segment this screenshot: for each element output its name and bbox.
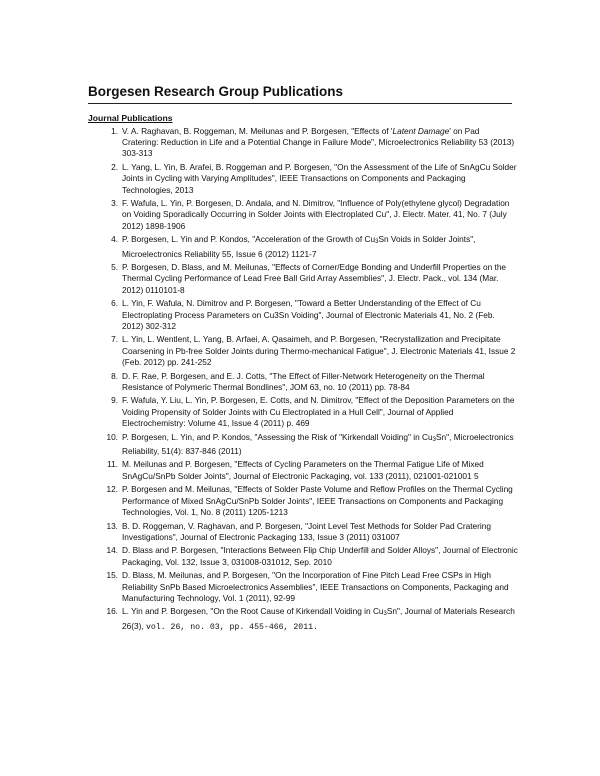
publication-citation: [122, 570, 518, 604]
publication-number: 1.: [111, 126, 118, 136]
citation-subscript: 3: [383, 611, 387, 618]
publication-citation: [122, 162, 518, 196]
citation-text: D. F. Rae, P. Borgesen, and E. J. Cotts, "The Effect of Filler-Network Heterogeneity on the Thermal Resistance of Polymeric Thermal Bondlines", JOM 63, no. 10 (2011) pp. 78-84: [122, 370, 485, 392]
citation-text: P. Borgesen and M. Meilunas, "Effects of Solder Paste Volume and Reflow Profiles on the Thermal Cycling Performance of Mixed SnAgCu/SnPb Solder Joints", IEEE Transactions on Components and Packaging Technologies, Vol. 1, No. 8 (2011) 1205-1213: [122, 484, 513, 517]
publication-number: 3.: [111, 198, 118, 209]
publication-citation: [122, 459, 518, 481]
publication-item: [88, 606, 518, 632]
publication-item: [88, 198, 518, 232]
citation-text-end: Sn Voids in Solder Joints", Microelectronics Reliability 55, Issue 6 (2012) 1121-7: [122, 234, 476, 259]
citation-text-end: ' on Pad Cratering: Reduction in Life and a Potential Change in Failure Mode", Microelectronics Reliability 53 (2013) 303-313: [122, 126, 515, 159]
publication-number: 11.: [107, 459, 118, 470]
publication-item: [88, 162, 518, 196]
publication-number: 5.: [111, 262, 118, 273]
citation-text-start: L. Yin and P. Borgesen, "On the Root Cause of Kirkendall Voiding in Cu: [122, 606, 384, 617]
publication-citation: [122, 545, 518, 567]
publication-number: 4.: [111, 234, 118, 245]
citation-text-start: P. Borgesen, L. Yin, and P. Kondos, "Assessing the Risk of "Kirkendall Voiding" in Cu: [122, 431, 433, 442]
publication-number: 15.: [106, 570, 118, 581]
citation-text-start: V. A. Raghavan, B. Roggeman, M. Meilunas and P. Borgesen, "Effects of ': [122, 126, 393, 136]
publication-item: [88, 521, 518, 543]
citation-volume-info: vol. 26, no. 03, pp. 455-466, 2011.: [145, 622, 318, 632]
publication-item: [88, 234, 518, 259]
publication-citation: [122, 334, 518, 368]
publication-citation: [122, 298, 518, 332]
publication-number: 10.: [106, 431, 118, 442]
section-title-journal-publications: Journal Publications: [88, 113, 173, 123]
publication-number: 14.: [106, 545, 118, 556]
publication-number: 2.: [111, 162, 118, 173]
publication-item: [88, 545, 518, 567]
publication-item: [88, 459, 518, 481]
citation-text: L. Yin, L. Wentlent, L. Yang, B. Arfaei, A. Qasaimeh, and P. Borgesen, "Recrystallization and Precipitate Coarsening in Pb-free Solder Joints during Thermo-mechanical Fatigue", J. Electronic Materials 41, Issue 2 (Feb. 2012) pp. 241-252: [122, 334, 516, 367]
publication-item: [88, 126, 518, 160]
publication-number: 9.: [111, 395, 118, 406]
publication-number: 16.: [106, 606, 118, 617]
publication-item: [88, 334, 518, 368]
publication-citation: [122, 395, 518, 429]
publication-item: [88, 262, 518, 296]
publication-citation: [122, 521, 518, 543]
publication-citation: [122, 371, 518, 393]
citation-text: P. Borgesen, D. Blass, and M. Meilunas, "Effects of Corner/Edge Bonding and Underfill Properties on the Thermal Cycling Performance of Lead Free Ball Grid Array Assemblies", J. Electr. Pack., vol. 134 (Mar. 2012) 0110101-8: [122, 262, 507, 295]
publication-list: [88, 126, 518, 635]
citation-italic-term: Latent Damage: [392, 126, 450, 136]
citation-text: L. Yin, F. Wafula, N. Dimitrov and P. Borgesen, "Toward a Better Understanding of the Effect of Cu Electroplating Process Parameters on Cu3Sn Voiding", Journal of Electronic Materials 41, No. 2 (Feb. 2012) 302-312: [122, 298, 495, 331]
citation-text: F. Wafula, L. Yin, P. Borgesen, D. Andala, and N. Dimitrov, "Influence of Poly(ethylene glycol) Degradation on Voiding Sporadically Occurring in Solder Joints with Electroplated Cu", J. Electr. Mater. 41, No. 7 (July 2012) 1898-1906: [122, 198, 510, 231]
page-title: Borgesen Research Group Publications: [88, 84, 344, 99]
publication-number: 6.: [111, 298, 118, 309]
publication-item: [88, 432, 518, 457]
publication-citation: [122, 126, 518, 160]
publication-citation: [122, 234, 518, 259]
citation-text: M. Meilunas and P. Borgesen, "Effects of Cycling Parameters on the Thermal Fatigue Life of Mixed SnAgCu/SnPb Solder Joints", Journal of Electronic Packaging, vol. 133 (2011), 021001-021001 5: [122, 459, 484, 481]
citation-text: D. Blass and P. Borgesen, "Interactions Between Flip Chip Underfill and Solder Alloys", Journal of Electronic Packaging, Vol. 132, Issue 3, 031008-031012, Sep. 2010: [122, 545, 518, 567]
publication-item: [88, 371, 518, 393]
publication-number: 8.: [111, 370, 118, 381]
citation-text-end: Sn", Microelectronics Reliability, 51(4): 837-846 (2011): [122, 431, 514, 456]
citation-text: B. D. Roggeman, V. Raghavan, and P. Borgesen, "Joint Level Test Methods for Solder Pad Cratering Investigations", Journal of Electronic Packaging 133, Issue 3 (2011) 031007: [122, 520, 491, 542]
publication-citation: [122, 484, 518, 518]
citation-text-end: Sn", Journal of Materials Research 26(3),: [122, 606, 515, 631]
publication-number: 12.: [106, 484, 118, 495]
citation-subscript: 3: [375, 239, 379, 246]
citation-text: L. Yang, L. Yin, B. Arafei, B. Roggeman and P. Borgesen, "On the Assessment of the Life of SnAgCu Solder Joints in Cycling with Varying Amplitudes", IEEE Transactions on Components and Packaging Technologies, 2013: [122, 162, 517, 195]
publication-citation: [122, 198, 518, 232]
publication-item: [88, 484, 518, 518]
title-divider: [88, 103, 512, 104]
publication-number: 7.: [111, 334, 118, 345]
publication-item: [88, 395, 518, 429]
citation-text: D. Blass, M. Meilunas, and P. Borgesen, "On the Incorporation of Fine Pitch Lead Free CSPs in High Reliability SnPb Based Microelectronics Assemblies", IEEE Transactions on Components, Packaging and Manufacturing Technology, Vol. 1 (2011), 92-99: [122, 570, 509, 603]
publication-number: 13.: [106, 520, 118, 531]
publication-citation: [122, 262, 518, 296]
publication-citation: [122, 432, 518, 457]
citation-text-start: P. Borgesen, L. Yin and P. Kondos, "Acceleration of the Growth of Cu: [122, 234, 376, 245]
publication-item: [88, 298, 518, 332]
publication-citation: [122, 606, 518, 632]
publication-item: [88, 570, 518, 604]
citation-text: F. Wafula, Y. Liu, L. Yin, P. Borgesen, E. Cotts, and N. Dimitrov, "Effect of the Deposition Parameters on the Voiding Propensity of Solder Joints with Cu Electroplated in a Hull Cell", Journal of Applied Electrochemistry: Volume 41, Issue 4 (2011) p. 469: [122, 395, 515, 428]
citation-subscript: 3: [432, 436, 436, 443]
